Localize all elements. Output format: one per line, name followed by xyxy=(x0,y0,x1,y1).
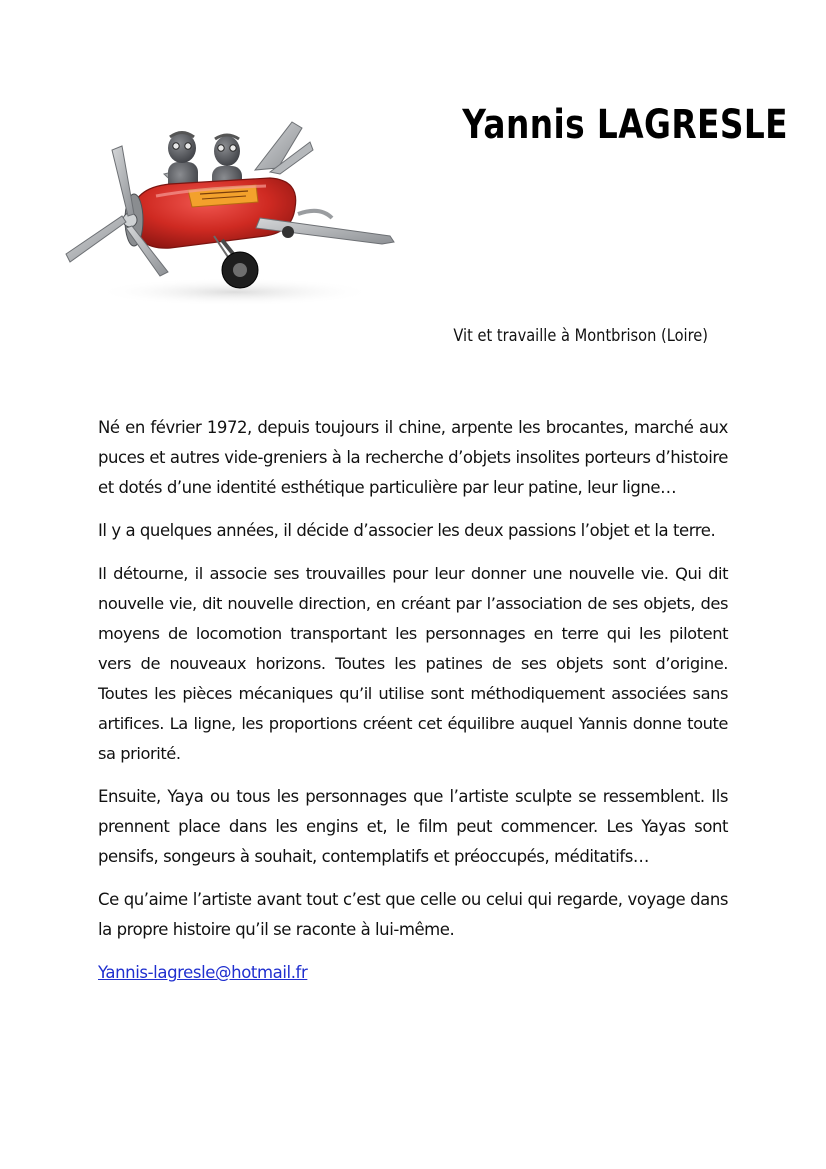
artist-name-title: Yannis LAGRESLE xyxy=(462,102,788,148)
propeller-blade-left xyxy=(66,216,126,262)
propeller-blade-top xyxy=(112,146,134,216)
biography-section xyxy=(98,413,728,988)
toy-airplane-sculpture-image xyxy=(60,110,405,310)
email-link[interactable]: Yannis-lagresle@hotmail.fr xyxy=(98,963,308,982)
biography-paragraph-3: Il détourne, il associe ses trouvailles pour leur donner une nouvelle vie. Qui dit nouvelle vie, dit nouvelle direction, en créant par l’association de ses objets, des moyens de locomotion transportant les personnages en terre qui les pilotent vers de nouveaux horizons. Toutes les patines de ses objets sont d’origine. Toutes les pièces mécaniques qu’il utilise sont méthodiquement associées sans artifices. La ligne, les proportions créent cet équilibre auquel Yannis donne toute sa priorité. xyxy=(98,564,728,763)
main-wing xyxy=(256,218,394,244)
biography-paragraph-1: Né en février 1972, depuis toujours il chine, arpente les brocantes, marché aux puces et autres vide-greniers à la recherche d’objets insolites porteurs d’histoire et dotés d’une identité esthétique particulière par leur patine, leur ligne… xyxy=(98,418,728,497)
artist-location: Vit et travaille à Montbrison (Loire) xyxy=(453,326,708,346)
biography-paragraph-2: Il y a quelques années, il décide d’associer les deux passions l’objet et la terre. xyxy=(98,521,716,540)
biography-paragraph-5: Ce qu’aime l’artiste avant tout c’est que celle ou celui qui regarde, voyage dans la propre histoire qu’il se raconte à lui-même. xyxy=(98,890,728,939)
rear-wheel xyxy=(282,226,294,238)
biography-paragraph-4: Ensuite, Yaya ou tous les personnages que l’artiste sculpte se ressemblent. Ils prennent place dans les engins et, le film peut commencer. Les Yayas sont pensifs, songeurs à souhait, contemplatifs et préoccupés, méditatifs… xyxy=(98,787,728,866)
